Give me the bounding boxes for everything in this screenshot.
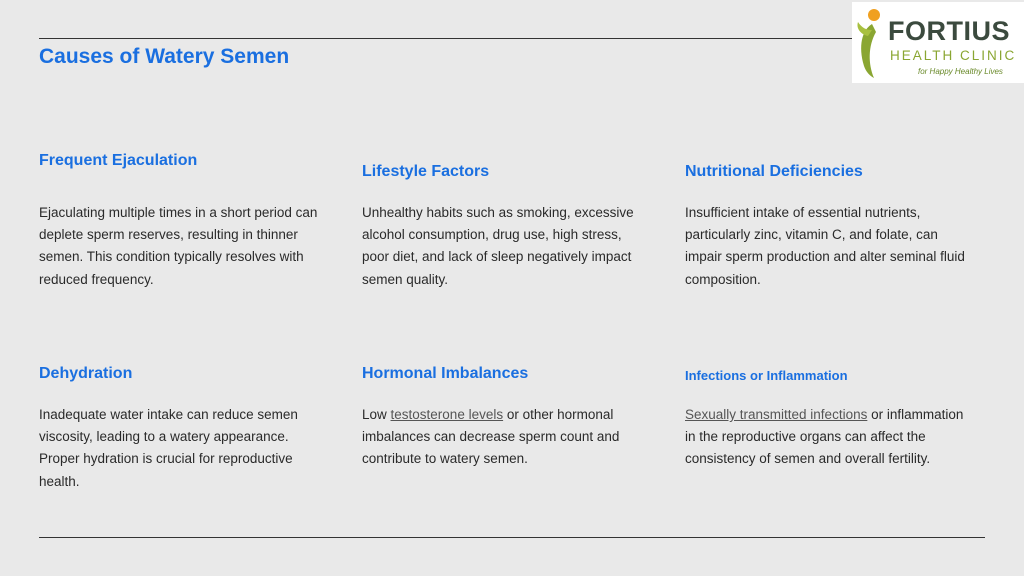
cause-heading-lifestyle-factors: Lifestyle Factors	[362, 163, 490, 180]
testosterone-levels-link[interactable]: testosterone levels	[390, 407, 504, 422]
logo-brand-text: FORTIUS	[888, 16, 1010, 46]
bottom-divider	[39, 537, 985, 538]
cause-heading-infections: Infections or Inflammation	[685, 368, 848, 383]
page-title: Causes of Watery Semen	[39, 45, 290, 68]
logo-figure-icon	[854, 6, 888, 80]
cause-heading-frequent-ejaculation: Frequent Ejaculation	[39, 152, 198, 169]
cause-text-hormonal-imbalances	[362, 404, 652, 471]
clinic-logo	[852, 2, 1024, 83]
logo-tagline: for Happy Healthy Lives	[918, 67, 1003, 76]
text-segment: or inflammation in the reproductive organs can affect the consistency of semen and overall fertility.	[685, 407, 964, 467]
sexually-transmitted-infections-link[interactable]: Sexually transmitted infections	[685, 407, 868, 422]
cause-heading-nutritional-deficiencies: Nutritional Deficiencies	[685, 163, 863, 180]
cause-text-infections	[685, 404, 975, 471]
cause-text-nutritional-deficiencies: Insufficient intake of essential nutrients, particularly zinc, vitamin C, and folate, can impair sperm production and alter seminal fluid composition.	[685, 205, 965, 287]
logo-subtitle: HEALTH CLINIC	[890, 48, 1017, 63]
cause-heading-dehydration: Dehydration	[39, 365, 133, 382]
top-divider	[39, 38, 852, 39]
text-segment: Low	[362, 407, 391, 422]
cause-heading-hormonal-imbalances: Hormonal Imbalances	[362, 365, 529, 382]
text-segment: or other hormonal imbalances can decrease sperm count and contribute to watery semen.	[362, 407, 620, 467]
cause-text-lifestyle-factors: Unhealthy habits such as smoking, excessive alcohol consumption, drug use, high stress, poor diet, and lack of sleep negatively impact semen quality.	[362, 205, 634, 287]
cause-text-frequent-ejaculation: Ejaculating multiple times in a short period can deplete sperm reserves, resulting in thinner semen. This condition typically resolves with reduced frequency.	[39, 205, 318, 287]
cause-text-dehydration: Inadequate water intake can reduce semen viscosity, leading to a watery appearance. Proper hydration is crucial for reproductive health.	[39, 407, 298, 489]
